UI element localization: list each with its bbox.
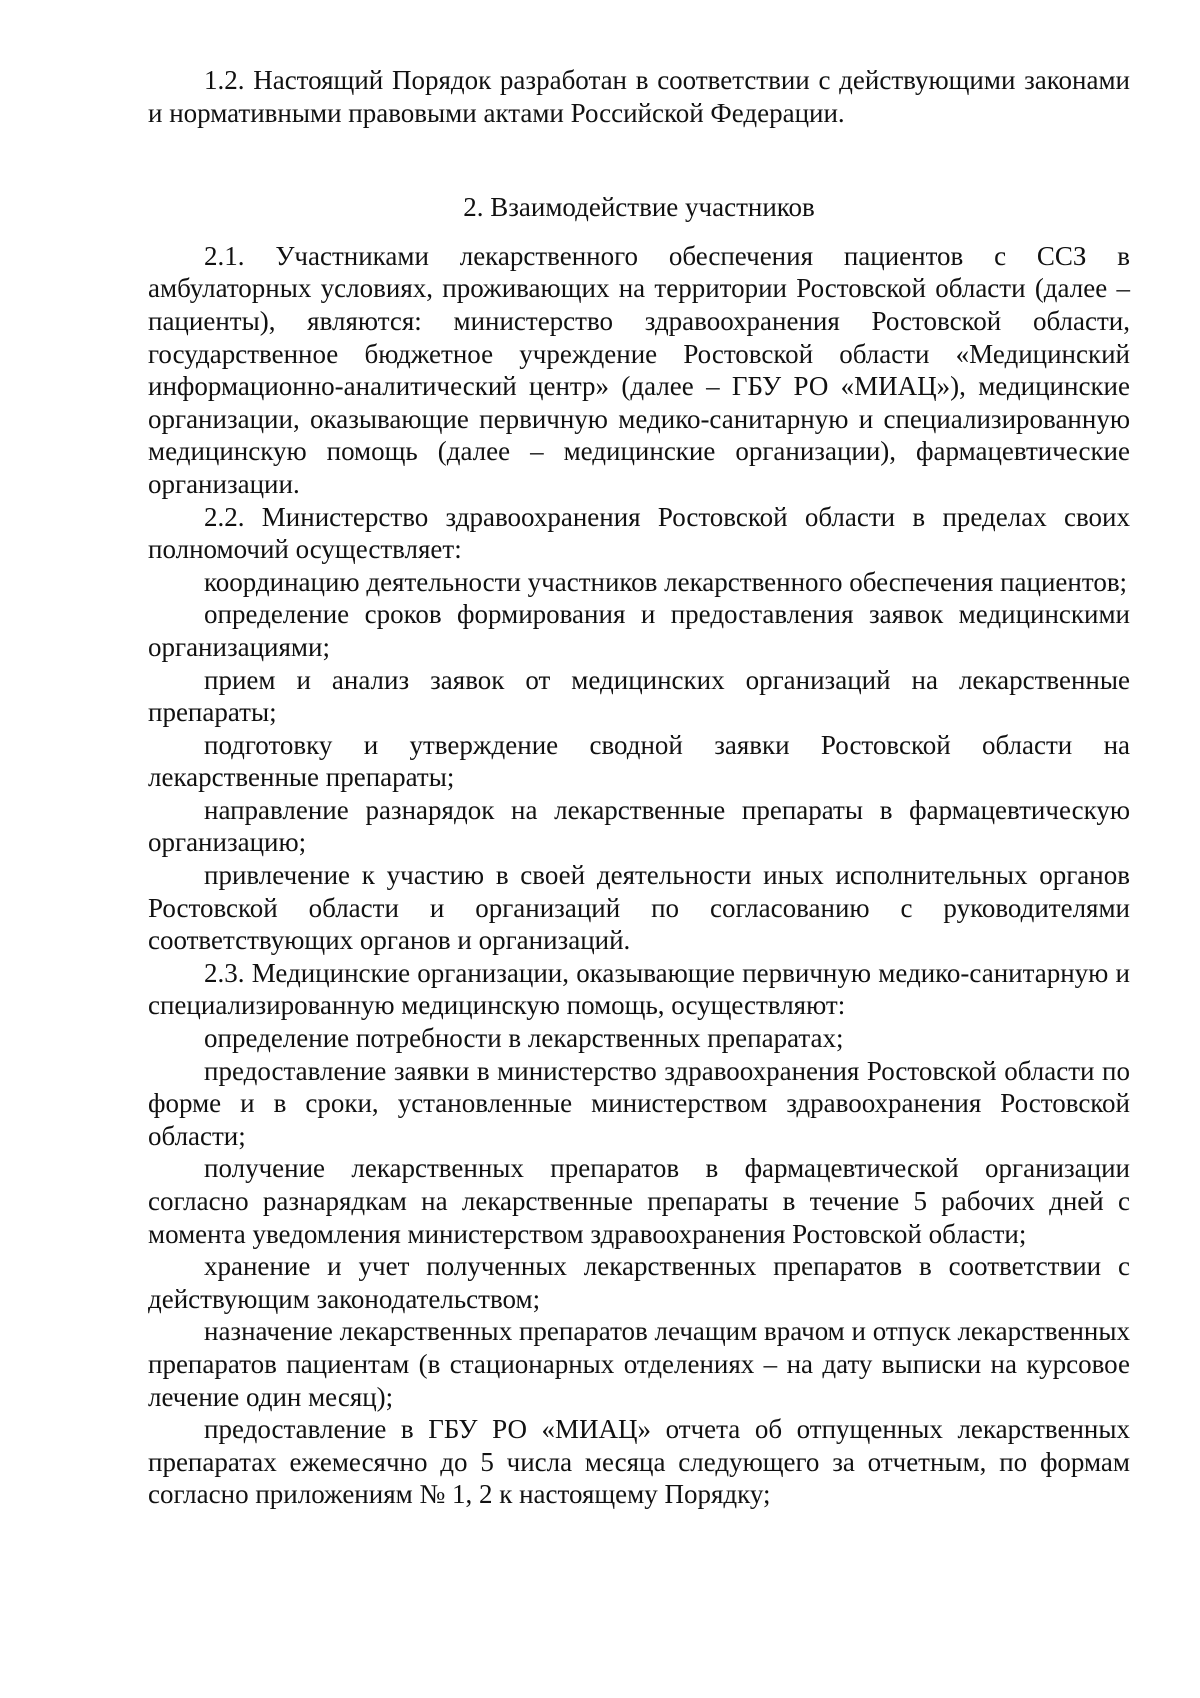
paragraph-2-1: 2.1. Участниками лекарственного обеспечения пациентов с ССЗ в амбулаторных условиях, проживающих на территории Ростовской области (далее – пациенты), являются: министерство здравоохранения Ростовской области, государственное бюджетное учреждение Ростовской области «Медицинский информационно-аналитический центр» (далее – ГБУ РО «МИАЦ»), медицинские организации, оказывающие первичную медико-санитарную и специализированную медицинскую помощь (далее – медицинские организации), фармацевтические организации. [148,240,1130,499]
list-item: назначение лекарственных препаратов лечащим врачом и отпуск лекарственных препаратов пациентам (в стационарных отделениях – на дату выписки на курсовое лечение один месяц); [148,1316,1131,1412]
list-item: определение потребности в лекарственных препаратах; [204,1023,844,1054]
list-item: хранение и учет полученных лекарственных препаратов в соответствии с действующим законодательством; [148,1251,1130,1314]
list-item: получение лекарственных препаратов в фармацевтической организации согласно разнарядкам на лекарственные препараты в течение 5 рабочих дней с момента уведомления министерством здравоохранения Ростовской области; [148,1153,1130,1249]
list-item: подготовку и утверждение сводной заявки Ростовской области на лекарственные препараты; [148,729,1130,793]
paragraph-2-2: 2.2. Министерство здравоохранения Ростовской области в пределах своих полномочий осуществляет: [148,501,1130,565]
list-item: предоставление заявки в министерство здравоохранения Ростовской области по форме и в сроки, установленные министерством здравоохранения Ростовской области; [148,1055,1130,1151]
paragraph-1-2: 1.2. Настоящий Порядок разработан в соответствии с действующими законами и нормативными правовыми актами Российской Федерации. [148,65,1130,128]
section-heading: 2. Взаимодействие участников [463,192,815,223]
list-item: определение сроков формирования и предоставления заявок медицинскими организациями; [148,599,1130,662]
list-item: привлечение к участию в своей деятельности иных исполнительных органов Ростовской области и организаций по согласованию с руководителями соответствующих органов и организаций. [148,860,1130,956]
paragraph-2-3: 2.3. Медицинские организации, оказывающие первичную медико-санитарную и специализированную медицинскую помощь, осуществляют: [148,957,1130,1021]
list-item: прием и анализ заявок от медицинских организаций на лекарственные препараты; [148,664,1130,728]
document-page [148,64,1130,1511]
list-item: направление разнарядок на лекарственные препараты в фармацевтическую организацию; [148,794,1130,858]
list-item: предоставление в ГБУ РО «МИАЦ» отчета об отпущенных лекарственных препаратах ежемесячно до 5 числа месяца следующего за отчетным, по формам согласно приложениям № 1, 2 к настоящему Порядку; [148,1414,1130,1510]
list-item: координацию деятельности участников лекарственного обеспечения пациентов; [204,566,1128,597]
